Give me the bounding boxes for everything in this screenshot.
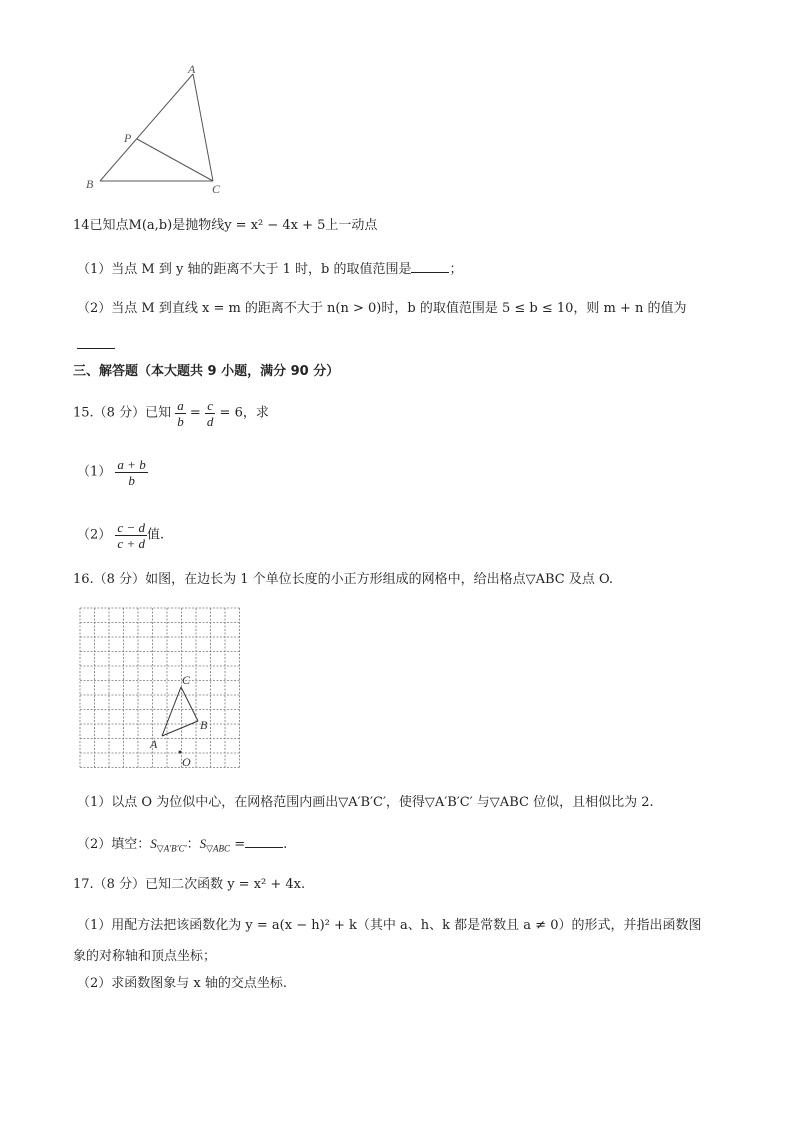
q15-suffix: = 6，求 [219,405,269,421]
q14-stem: 14已知点M(a,b)是抛物线y = x² − 4x + 5上一动点 [73,218,378,233]
q14-part1-blank [411,260,449,273]
q15-fraction-c-over-d [205,398,216,429]
q15-p2-fraction [115,520,147,551]
q17-part1-line2: 象的对称轴和顶点坐标； [73,949,217,964]
q15-stem [73,398,269,429]
vertex-label-b: B [86,177,94,191]
q14-part2: （2）当点 M 到直线 x = m 的距离不大于 n(n > 0)时，b 的取值范围是 5 ≤ b ≤ 10，则 m + n 的值为 [77,301,687,316]
q16-colon: ： [186,837,200,852]
q15-p2-suffix: 值. [146,527,165,543]
q16-part2-blank [245,835,283,848]
q15-p1-fraction [115,457,147,488]
q16-part1: （1）以点 O 为位似中心，在网格范围内画出▽A′B′C′，使得▽A′B′C′ 与▽ABC 位似，且相似比为 2. [77,795,654,810]
q15-p2-label: （2） [77,527,112,543]
grid-label-b: B [200,718,208,732]
vertex-label-c: C [212,182,221,196]
q16-eq: = [234,837,246,852]
q16-part2-prefix: （2）填空： [77,837,151,852]
section-3-title: 三、解答题（本大题共 9 小题，满分 90 分） [73,364,340,379]
vertex-label-a: A [188,62,196,76]
q14-part1 [77,260,462,278]
point-o [179,751,182,754]
q17-stem: 17.（8 分）已知二次函数 y = x² + 4x. [73,877,306,892]
grid-lines [80,608,240,768]
q16-stem: 16.（8 分）如图，在边长为 1 个单位长度的小正方形组成的网格中，给出格点▽ABC 及点 O. [73,572,614,587]
q16-s-left-sub: ▽A′B′C′ [156,843,187,854]
q16-s-right-sub: ▽ABC [206,843,231,854]
triangle-figure [80,60,240,200]
grid-label-o: O [182,755,191,769]
q15-frac2-den: d [206,414,214,429]
grid-label-c: C [182,673,191,687]
q16-part2 [77,835,287,857]
vertex-label-p: P [124,131,132,145]
q15-frac1-num: a [177,398,184,413]
q16-s-left: S [150,836,157,851]
q15-part2 [77,520,164,551]
q15-fraction-a-over-b [175,398,186,429]
side-ac [193,74,213,181]
q15-part1 [77,457,148,488]
q17-part2: （2）求函数图象与 x 轴的交点坐标. [77,976,287,991]
triangle-side-cb [181,687,198,721]
q17-part1-line1: （1）用配方法把该函数化为 y = a(x − h)² + k（其中 a、h、k 都是常数且 a ≠ 0）的形式，并指出函数图 [77,918,702,933]
q15-p2-den: c + d [117,536,145,551]
q14-part2-blank [77,348,115,349]
q15-p1-label: （1） [77,464,112,480]
triangle-side-ac [162,687,181,736]
q15-prefix: 15.（8 分）已知 [73,405,172,421]
q15-p1-den: b [128,473,135,488]
side-ab [100,74,193,181]
q15-frac1-den: b [177,414,184,429]
q15-frac2-num: c [205,398,216,414]
q14-part1-end: ； [449,262,463,277]
grid-label-a: A [150,737,158,751]
q15-p1-num: a + b [117,457,146,472]
segment-pc [137,139,213,181]
grid-figure [76,604,252,770]
q16-s-right: S [199,836,207,851]
q15-p2-num: c − d [117,520,145,535]
q14-part1-text: （1）当点 M 到 y 轴的距离不大于 1 时，b 的取值范围是 [77,262,412,277]
q16-part2-end: . [283,837,288,852]
q15-eq: = [189,405,201,421]
